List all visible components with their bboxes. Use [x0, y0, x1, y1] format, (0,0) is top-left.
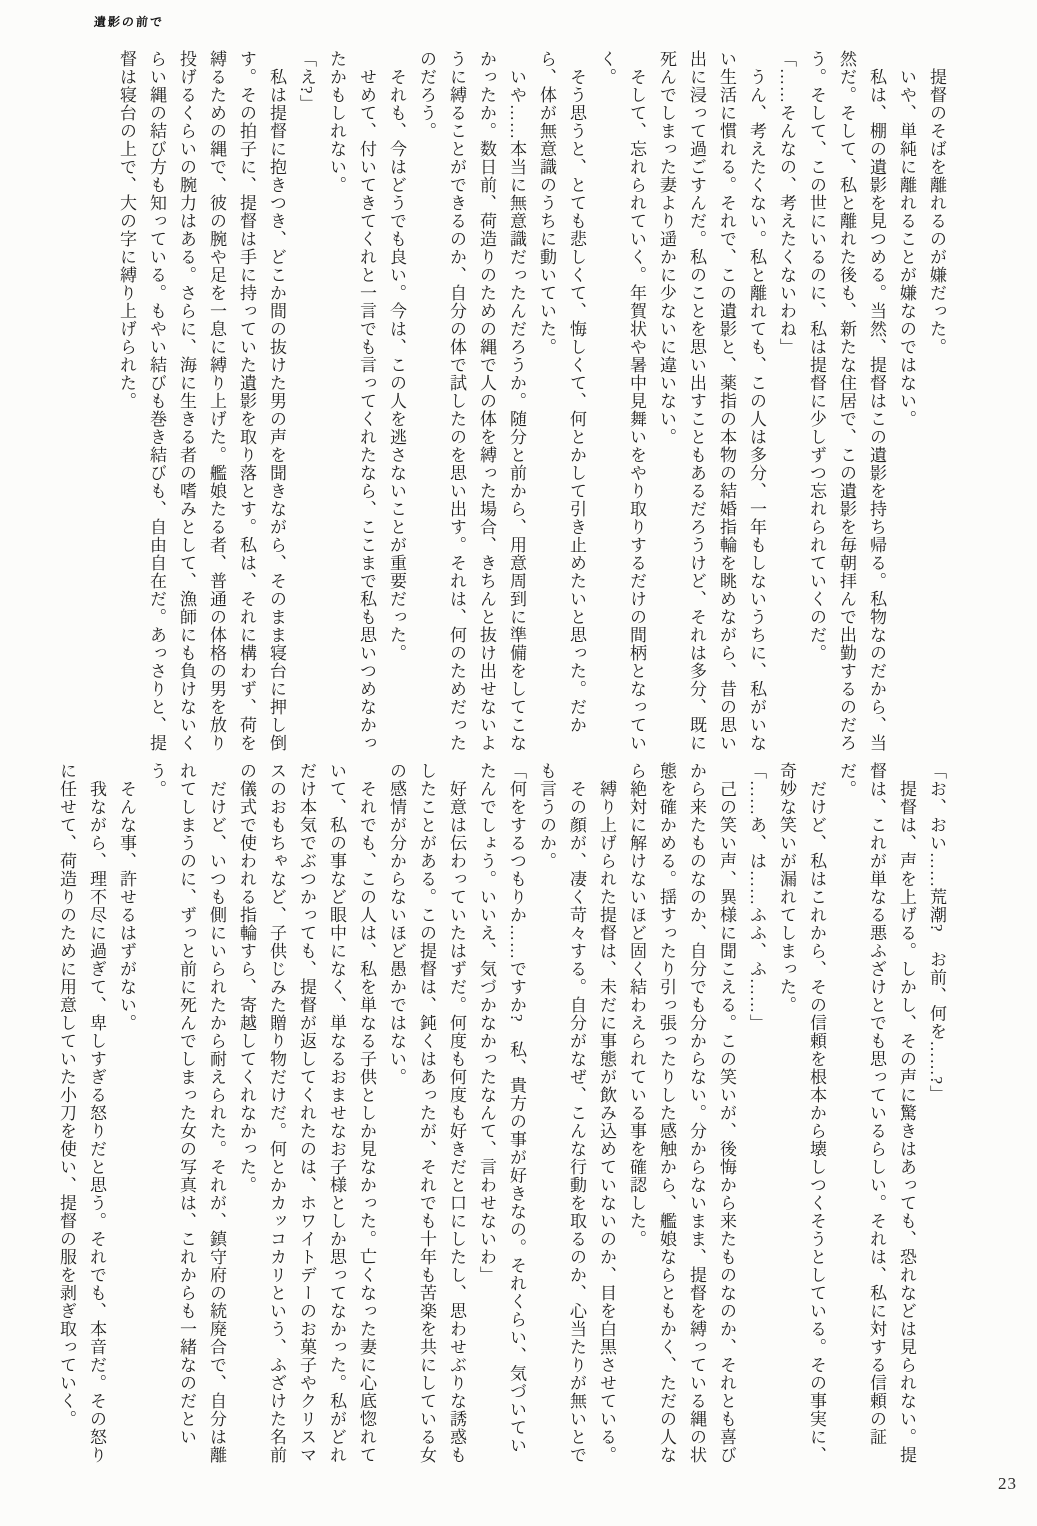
narration-paragraph: そう思うと、とても悲しくて、悔しくて、何とかして引き止めたいと思った。だから、体が無意識のうちに動いていた。 [537, 50, 586, 734]
narration-paragraph: その顔が、凄く苛々する。自分がなぜ、こんな行動を取るのか、心当たりが無いとでも言うのか。 [537, 762, 586, 1464]
narration-paragraph: だけど、私はこれから、その信頼を根本から壊しつくそうとしている。その事実に、奇妙な笑いが漏れてしまった。 [777, 762, 826, 1464]
dialogue-paragraph: 「……あ、は……ふふ、ふ……」 [747, 762, 766, 1032]
narration-paragraph: 提督のそばを離れるのが嫌だった。 [927, 50, 946, 356]
page-number: 23 [998, 1474, 1017, 1493]
narration-paragraph: せめて、付いてきてくれと一言でも言ってくれたなら、ここまで私も思いつめなかったかもしれない。 [327, 50, 376, 752]
top-text-block [111, 50, 951, 754]
narration-paragraph: そして、忘れられていく。年賀状や暑中見舞いをやり取りするだけの間柄となっていく。 [597, 50, 646, 752]
narration-paragraph: いや、単純に離れることが嫌なのではない。 [897, 50, 916, 428]
dialogue-paragraph: 「何をするつもりか……ですか? 私、貴方の事が好きなの。それくらい、気づいていたんでしょう。いいえ、気づかなかったなんて、言わせないわ」 [477, 762, 526, 1455]
dialogue-paragraph: 「お、おい……荒潮? お前、何を……?」 [927, 762, 946, 1104]
dialogue-paragraph: 「……そんなの、考えたくないわね」 [777, 50, 796, 356]
narration-paragraph: うん、考えたくない。私と離れても、この人は多分、一年もしないうちに、私がいない生活に慣れる。それで、この遺影と、薬指の本物の結婚指輪を眺めながら、昔の思い出に浸って過ごすんだ。私のことを思い出すこともあるだろうけど、それは多分、既に死んでしまった妻より遥かに少ないに違いない。 [657, 50, 766, 752]
running-head-title: 遺影の前で [93, 15, 165, 29]
narration-paragraph: 私は、棚の遺影を見つめる。当然、提督はこの遺影を持ち帰る。私物なのだから、当然だ。そして、私と離れた後も、新たな住居で、この遺影を毎朝拝んで出勤するのだろう。そして、この世にいるのに、私は提督に少しずつ忘れられていくのだ。 [807, 50, 886, 752]
narration-paragraph: 提督は、声を上げる。しかし、その声に驚きはあっても、恐れなどは見られない。提督は、これが単なる悪ふざけとでも思っているらしい。それは、私に対する信頼の証だ。 [837, 762, 916, 1464]
narration-paragraph: 縛り上げられた提督は、未だに事態が飲み込めていないのか、目を白黒させている。 [597, 762, 616, 1464]
narration-paragraph: そんな事、許せるはずがない。 [117, 762, 136, 1032]
narration-paragraph: 私は提督に抱きつき、どこか間の抜けた男の声を聞きながら、そのまま寝台に押し倒す。その拍子に、提督は手に持っていた遺影を取り落とす。私は、それに構わず、荷を縛るための縄で、彼の腕や足を一息に縛り上げた。艦娘たる者、普通の体格の男を放り投げるくらいの腕力はある。さらに、海に生きる者の嗜みとして、漁師にも負けないくらい縄の結び方も知っている。もやい結びも巻き結びも、自由自在だ。あっさりと、提督は寝台の上で、大の字に縛り上げられた。 [117, 50, 286, 752]
narration-paragraph: 好意は伝わっていたはずだ。何度も何度も好きだと口にしたし、思わせぶりな誘惑もしたことがある。この提督は、鈍くはあったが、それでも十年も苦楽を共にしている女の感情が分からないほど愚かではない。 [387, 762, 466, 1464]
dialogue-paragraph: 「え?」 [297, 50, 316, 113]
narration-paragraph: それでも、この人は、私を単なる子供としか見なかった。亡くなった妻に心底惚れていて、私の事など眼中になく、単なるおませなお子様としか思ってなかった。私がどれだけ本気でぶつかっても、提督が返してくれたのは、ホワイトデーのお菓子やクリスマスのおもちゃなど、子供じみた贈り物だけだ。何とかカッコカリという、ふざけた名前の儀式で使われる指輪すら、寄越してくれなかった。 [237, 762, 376, 1464]
narration-paragraph: それも、今はどうでも良い。今は、この人を逃さないことが重要だった。 [387, 50, 406, 662]
narration-paragraph: 己の笑い声、異様に聞こえる。この笑いが、後悔から来たものなのか、それとも喜びから来たものなのか、自分でも分からない。分からないまま、提督を縛っている縄の状態を確かめる。揺すったり引っ張ったりした感触から、艦娘ならともかく、ただの人なら絶対に解けないほど固く結わえられている事を確認した。 [627, 762, 736, 1464]
narration-paragraph: 我ながら、理不尽に過ぎて、卑しすぎる怒りだと思う。それでも、本音だ。その怒りに任せて、荷造りのために用意していた小刀を使い、提督の服を剥ぎ取っていく。 [57, 762, 106, 1464]
bottom-text-block [51, 762, 951, 1466]
narration-paragraph: だけど、いつも側にいられたから耐えられた。それが、鎮守府の統廃合で、自分は離れてしまうのに、ずっと前に死んでしまった女の写真は、これからも一緒なのだという。 [147, 762, 226, 1464]
narration-paragraph: いや……本当に無意識だったんだろうか。随分と前から、用意周到に準備をしてこなかったか。数日前、荷造りのための縄で人の体を縛った場合、きちんと抜け出せないように縛ることができるのか、自分の体で試したのを思い出す。それは、何のためだったのだろう。 [417, 50, 526, 752]
